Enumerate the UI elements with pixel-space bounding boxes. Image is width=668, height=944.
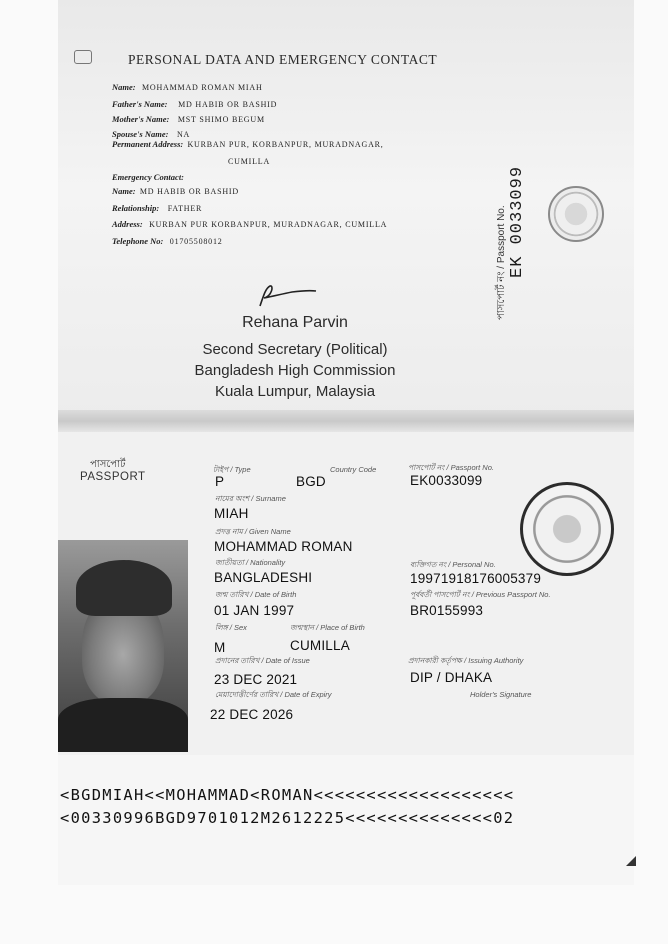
prev-passport-label: পূর্ববর্তী পাসপোর্ট নং / Previous Passport No. <box>410 590 551 599</box>
pd-value: MOHAMMAD ROMAN MIAH <box>141 83 263 92</box>
pd-label: Mother's Name: <box>112 114 170 124</box>
given-name-label: প্রদত্ত নাম / Given Name <box>215 527 291 536</box>
personal-no-value: 19971918176005379 <box>410 571 542 586</box>
corner-triangle-icon <box>626 856 636 866</box>
vertical-passport-value: EK 0033099 <box>508 165 527 278</box>
pd-value: MST SHIMO BEGUM <box>177 115 265 124</box>
header-bengali: পাসপোর্ট <box>90 459 126 470</box>
doe-value: 22 DEC 2026 <box>210 707 294 722</box>
nationality-label: জাতীয়তা / Nationality <box>215 558 286 567</box>
doe-label: মেয়াদোত্তীর্ণের তারিখ / Date of Expiry <box>215 690 332 699</box>
page-title: PERSONAL DATA AND EMERGENCY CONTACT <box>128 52 438 67</box>
dob-value: 01 JAN 1997 <box>214 603 295 618</box>
country-value: BGD <box>296 474 326 489</box>
mrz-line-2: <00330996BGD9701012M2612225<<<<<<<<<<<<<<02 <box>60 809 515 827</box>
surname-value: MIAH <box>214 506 249 521</box>
pd-row-father <box>112 99 277 109</box>
page-corner-mark <box>74 50 92 64</box>
holder-signature-label: Holder's Signature <box>470 690 532 699</box>
sex-value: M <box>214 640 226 655</box>
page-fold <box>58 410 634 432</box>
photo-shoulders <box>58 698 188 752</box>
pd-label: Address: <box>112 219 143 229</box>
signature-icon <box>250 280 320 310</box>
authority-label: প্রদানকারী কর্তৃপক্ষ / Issuing Authority <box>408 656 524 665</box>
vertical-passport-number <box>482 150 536 320</box>
pd-row-spouse <box>112 129 190 139</box>
pd-row-emergency <box>112 172 184 182</box>
pd-value: CUMILLA <box>228 157 271 166</box>
pd-label: Name: <box>112 186 136 196</box>
mrz-line-1: <BGDMIAH<<MOHAMMAD<ROMAN<<<<<<<<<<<<<<<<<<< <box>60 786 515 804</box>
dob-label: জন্ম তারিখ / Date of Birth <box>215 590 297 599</box>
pd-value: 01705508012 <box>169 237 223 246</box>
authority-value: DIP / DHAKA <box>410 670 493 685</box>
pd-label: Spouse's Name: <box>112 129 169 139</box>
pd-label: Relationship: <box>112 203 160 213</box>
signatory-city: Kuala Lumpur, Malaysia <box>214 383 376 400</box>
pd-row-address <box>112 139 384 149</box>
signatory-name: Rehana Parvin <box>242 314 348 331</box>
header-passport: PASSPORT <box>80 471 146 483</box>
nationality-value: BANGLADESHI <box>214 570 313 585</box>
pd-row-mother <box>112 114 265 124</box>
pd-label: Permanent Address: <box>112 139 184 149</box>
passport-no-label: পাসপোর্ট নং / Passport No. <box>408 463 494 472</box>
pd-row-contact-name <box>112 186 239 196</box>
pd-label: Name: <box>112 82 136 92</box>
personal-no-label: ব্যক্তিগত নং / Personal No. <box>410 560 496 569</box>
holder-photo <box>58 540 188 752</box>
passport-no-value: EK0033099 <box>410 473 483 488</box>
doi-value: 23 DEC 2021 <box>214 672 298 687</box>
emblem-seal-icon <box>548 186 604 242</box>
pob-value: CUMILLA <box>290 638 350 653</box>
prev-passport-value: BR0155993 <box>410 603 484 618</box>
signatory-office: Bangladesh High Commission <box>194 362 396 379</box>
pd-value: MD HABIB OR BASHID <box>139 187 239 196</box>
pd-label: Telephone No: <box>112 236 164 246</box>
photo-hair <box>76 560 172 616</box>
doi-label: প্রদানের তারিখ / Date of Issue <box>215 656 310 665</box>
pd-value: FATHER <box>167 204 203 213</box>
vertical-passport-label: পাসপোর্ট নং / Passport No. <box>496 205 507 320</box>
type-label: টাইপ / Type <box>213 465 251 474</box>
pd-row-telephone <box>112 236 223 246</box>
pd-row-address-cont <box>228 156 270 166</box>
type-value: P <box>215 474 225 489</box>
pd-value: NA <box>176 130 191 139</box>
pd-row-contact-address <box>112 219 387 229</box>
emblem-seal-icon <box>520 482 614 576</box>
surname-label: নামের অংশ / Surname <box>215 494 286 503</box>
pd-label: Father's Name: <box>112 99 168 109</box>
sex-label: লিঙ্গ / Sex <box>215 623 247 632</box>
country-label: Country Code <box>330 465 377 474</box>
pd-label: Emergency Contact: <box>112 172 185 182</box>
given-name-value: MOHAMMAD ROMAN <box>214 539 353 554</box>
pd-row-name <box>112 82 263 92</box>
signatory-title: Second Secretary (Political) <box>202 341 388 358</box>
pd-value: KURBAN PUR KORBANPUR, MURADNAGAR, CUMILLA <box>149 220 388 229</box>
pob-label: জন্মস্থান / Place of Birth <box>290 623 365 632</box>
pd-row-relationship <box>112 203 202 213</box>
pd-value: MD HABIB OR BASHID <box>178 100 278 109</box>
pd-value: KURBAN PUR, KORBANPUR, MURADNAGAR, <box>187 140 384 149</box>
